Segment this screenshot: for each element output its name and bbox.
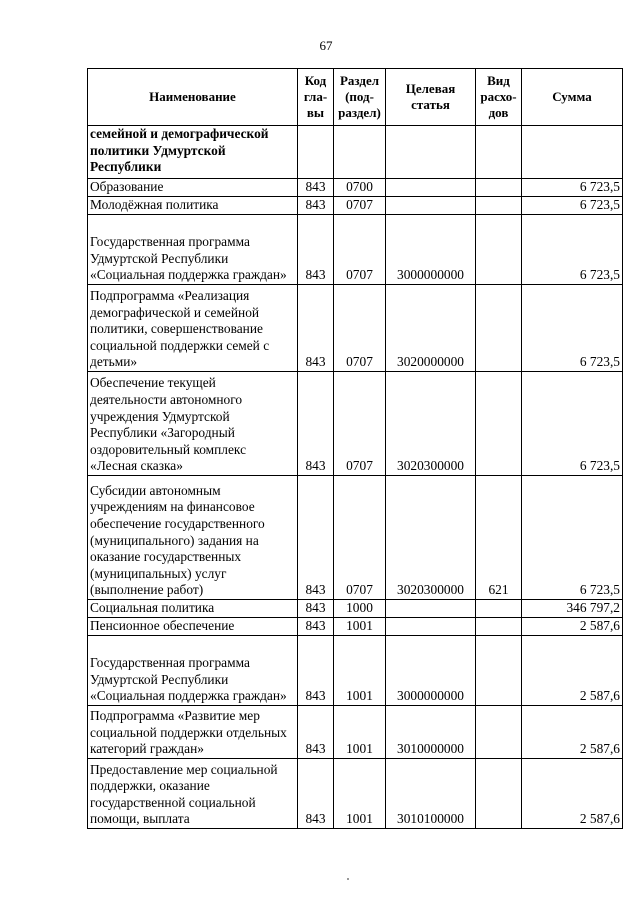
row-sum: 6 723,5 [522, 197, 623, 215]
row-sum: 6 723,5 [522, 179, 623, 197]
table-row [88, 636, 623, 706]
row-sum: 6 723,5 [522, 476, 623, 600]
table-row [88, 197, 623, 215]
row-name: Подпрограмма «Реализация демографической и семейной политики, совершенствование социальной поддержки семей с детьми» [88, 285, 298, 372]
row-name: Государственная программа Удмуртской Республики «Социальная поддержка граждан» [88, 636, 298, 706]
table-row [88, 285, 623, 372]
row-section [334, 126, 386, 179]
row-target [386, 618, 476, 636]
header-sum: Сумма [522, 69, 623, 126]
row-code: 843 [298, 285, 334, 372]
row-target: 3020300000 [386, 372, 476, 476]
row-section: 1001 [334, 618, 386, 636]
row-type [476, 197, 522, 215]
row-type [476, 600, 522, 618]
row-sum [522, 126, 623, 179]
row-target [386, 197, 476, 215]
row-sum: 2 587,6 [522, 636, 623, 706]
row-type [476, 179, 522, 197]
row-section: 1000 [334, 600, 386, 618]
header-name: Наименование [88, 69, 298, 126]
row-code: 843 [298, 179, 334, 197]
table-row [88, 215, 623, 285]
row-target [386, 179, 476, 197]
page-number: 67 [319, 38, 333, 53]
row-target: 3000000000 [386, 636, 476, 706]
row-type [476, 285, 522, 372]
row-name: семейной и демографической политики Удмуртской Республики [88, 126, 298, 179]
row-sum: 6 723,5 [522, 215, 623, 285]
row-section: 0707 [334, 285, 386, 372]
row-type [476, 126, 522, 179]
row-code: 843 [298, 215, 334, 285]
header-code: Код гла-вы [298, 69, 334, 126]
row-code: 843 [298, 197, 334, 215]
row-name: Образование [88, 179, 298, 197]
row-name: Субсидии автономным учреждениям на финансовое обеспечение государственного (муниципального) задания на оказание государственных (муниципальных) услуг (выполнение работ) [88, 476, 298, 600]
scan-artifact [347, 878, 349, 880]
row-target [386, 126, 476, 179]
row-name: Молодёжная политика [88, 197, 298, 215]
table-row [88, 759, 623, 829]
table-row [88, 372, 623, 476]
row-target: 3020300000 [386, 476, 476, 600]
row-section: 0700 [334, 179, 386, 197]
row-type [476, 372, 522, 476]
row-type [476, 759, 522, 829]
table-row [88, 476, 623, 600]
row-section: 0707 [334, 197, 386, 215]
row-target: 3000000000 [386, 215, 476, 285]
row-type [476, 618, 522, 636]
row-sum: 2 587,6 [522, 618, 623, 636]
row-section: 1001 [334, 759, 386, 829]
budget-table [87, 68, 623, 829]
row-code: 843 [298, 600, 334, 618]
row-section: 0707 [334, 372, 386, 476]
table-header-row [88, 69, 623, 126]
row-code: 843 [298, 372, 334, 476]
row-name: Государственная программа Удмуртской Республики «Социальная поддержка граждан» [88, 215, 298, 285]
table-row [88, 600, 623, 618]
row-code [298, 126, 334, 179]
row-name: Предоставление мер социальной поддержки, оказание государственной социальной помощи, выплата [88, 759, 298, 829]
row-code: 843 [298, 759, 334, 829]
row-name: Социальная политика [88, 600, 298, 618]
row-name: Обеспечение текущей деятельности автономного учреждения Удмуртской Республики «Загородный оздоровительный комплекс «Лесная сказка» [88, 372, 298, 476]
row-code: 843 [298, 706, 334, 759]
row-section: 1001 [334, 636, 386, 706]
row-type [476, 215, 522, 285]
row-target [386, 600, 476, 618]
table-row [88, 618, 623, 636]
row-section: 0707 [334, 215, 386, 285]
table-row [88, 179, 623, 197]
row-code: 843 [298, 636, 334, 706]
row-name: Пенсионное обеспечение [88, 618, 298, 636]
row-sum: 2 587,6 [522, 759, 623, 829]
row-name: Подпрограмма «Развитие мер социальной поддержки отдельных категорий граждан» [88, 706, 298, 759]
row-type [476, 636, 522, 706]
row-sum: 346 797,2 [522, 600, 623, 618]
table-row [88, 706, 623, 759]
header-target: Целевая статья [386, 69, 476, 126]
row-section: 0707 [334, 476, 386, 600]
row-type [476, 706, 522, 759]
header-type: Вид расхо-дов [476, 69, 522, 126]
table-row [88, 126, 623, 179]
row-code: 843 [298, 476, 334, 600]
row-sum: 2 587,6 [522, 706, 623, 759]
row-section: 1001 [334, 706, 386, 759]
row-sum: 6 723,5 [522, 285, 623, 372]
row-target: 3010000000 [386, 706, 476, 759]
header-section: Раздел (под-раздел) [334, 69, 386, 126]
row-target: 3020000000 [386, 285, 476, 372]
row-target: 3010100000 [386, 759, 476, 829]
row-sum: 6 723,5 [522, 372, 623, 476]
row-type: 621 [476, 476, 522, 600]
row-code: 843 [298, 618, 334, 636]
